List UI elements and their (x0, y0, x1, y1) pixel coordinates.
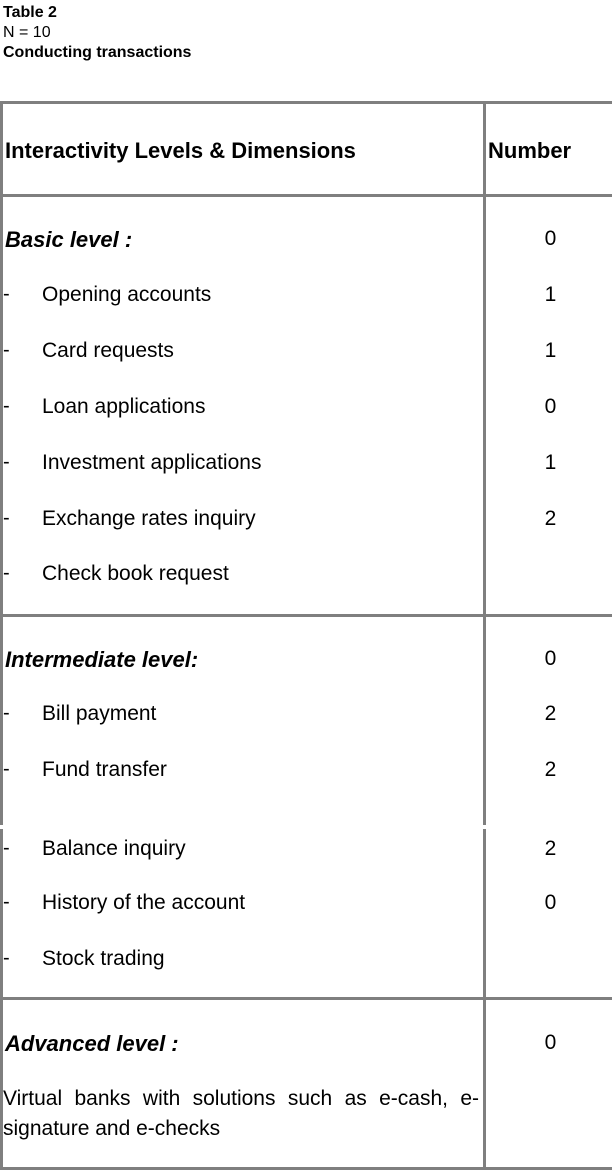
list-marker: - (3, 837, 10, 859)
list-item-value: 2 (544, 758, 557, 781)
intermediate-level-label: Intermediate level: (5, 647, 199, 672)
list-item-value: 1 (544, 339, 557, 362)
list-item: Opening accounts (42, 283, 212, 306)
list-marker: - (3, 507, 10, 529)
advanced-level-label: Advanced level : (5, 1031, 179, 1056)
list-item-value: 1 (544, 283, 557, 306)
list-item-value: 0 (544, 395, 557, 418)
column-header-dimensions: Interactivity Levels & Dimensions (5, 138, 356, 163)
advanced-level-description: Virtual banks with solutions such as e-cash, e-signature and e-checks (3, 1087, 479, 1140)
list-item-value: 1 (544, 451, 557, 474)
advanced-level-value: 0 (544, 1031, 557, 1054)
intermediate-level-value: 0 (544, 647, 557, 670)
list-item-value: 2 (544, 702, 557, 725)
list-marker: - (3, 451, 10, 473)
section-divider-2 (0, 997, 612, 1000)
basic-level-value: 0 (544, 227, 557, 250)
basic-level-label: Basic level : (5, 227, 133, 252)
list-item: Stock trading (42, 947, 165, 970)
list-item: Bill payment (42, 702, 157, 725)
list-item: Card requests (42, 339, 174, 362)
list-marker: - (3, 947, 10, 969)
list-item: Loan applications (42, 395, 206, 418)
header-divider (0, 194, 612, 197)
list-marker: - (3, 395, 10, 417)
table-subtitle: Conducting transactions (3, 44, 192, 61)
table-border-top (0, 101, 612, 104)
list-item-value: 2 (544, 837, 557, 860)
list-item-value: 0 (544, 891, 557, 914)
table-border-bottom (0, 1167, 612, 1170)
list-item-value: 2 (544, 507, 557, 530)
list-marker: - (3, 283, 10, 305)
section-divider-1 (0, 614, 612, 617)
list-item: Investment applications (42, 451, 262, 474)
list-item: Fund transfer (42, 758, 167, 781)
table-title: Table 2 (3, 4, 57, 21)
sample-size: N = 10 (3, 24, 51, 41)
list-item: Check book request (42, 562, 229, 585)
list-item: Exchange rates inquiry (42, 507, 256, 530)
column-header-number: Number (488, 138, 572, 163)
list-item: Balance inquiry (42, 837, 186, 860)
list-item: History of the account (42, 891, 246, 914)
column-divider-upper (483, 101, 486, 825)
list-marker: - (3, 758, 10, 780)
list-marker: - (3, 891, 10, 913)
list-marker: - (3, 562, 10, 584)
list-marker: - (3, 702, 10, 724)
list-marker: - (3, 339, 10, 361)
column-divider-lower (483, 829, 486, 1170)
